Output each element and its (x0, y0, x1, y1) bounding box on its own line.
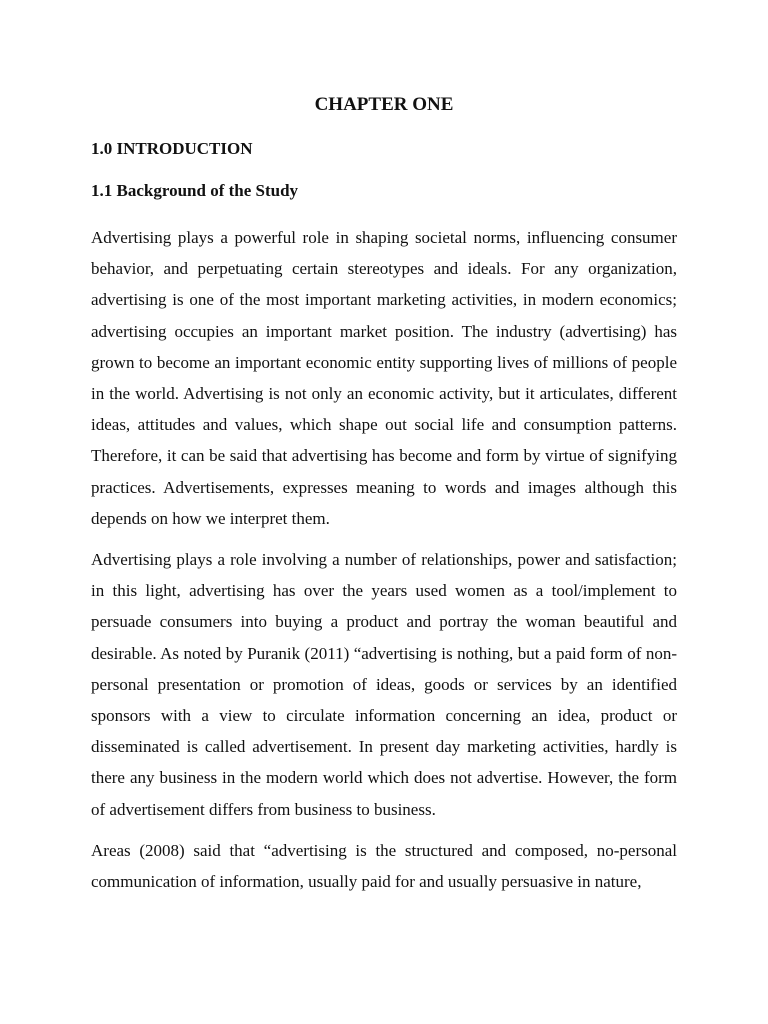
body-paragraph-2: Advertising plays a role involving a number of relationships, power and satisfaction; in this light, advertising has over the years used women as a tool/implement to persuade consumers into buying a product and portray the woman beautiful and desirable. As noted by Puranik (2011) “advertising is nothing, but a paid form of non-personal presentation or promotion of ideas, goods or services by an identified sponsors with a view to circulate information concerning an idea, product or disseminated is called advertisement. In present day marketing activities, hardly is there any business in the modern world which does not advertise. However, the form of advertisement differs from business to business. (91, 550, 677, 819)
body-paragraph-1: Advertising plays a powerful role in shaping societal norms, influencing consumer behavior, and perpetuating certain stereotypes and ideals. For any organization, advertising is one of the most important marketing activities, in modern economics; advertising occupies an important market position. The industry (advertising) has grown to become an important economic entity supporting lives of millions of people in the world. Advertising is not only an economic activity, but it articulates, different ideas, attitudes and values, which shape out social life and consumption patterns. Therefore, it can be said that advertising has become and form by virtue of signifying practices. Advertisements, expresses meaning to words and images although this depends on how we interpret them. (91, 228, 677, 528)
section-heading: 1.0 INTRODUCTION (91, 139, 253, 158)
body-paragraph-3: Areas (2008) said that “advertising is the structured and composed, no-personal communication of information, usually paid for and usually persuasive in nature, (91, 840, 677, 892)
document-page (91, 94, 677, 907)
subsection-heading: 1.1 Background of the Study (91, 181, 299, 200)
chapter-title: CHAPTER ONE (314, 94, 454, 115)
